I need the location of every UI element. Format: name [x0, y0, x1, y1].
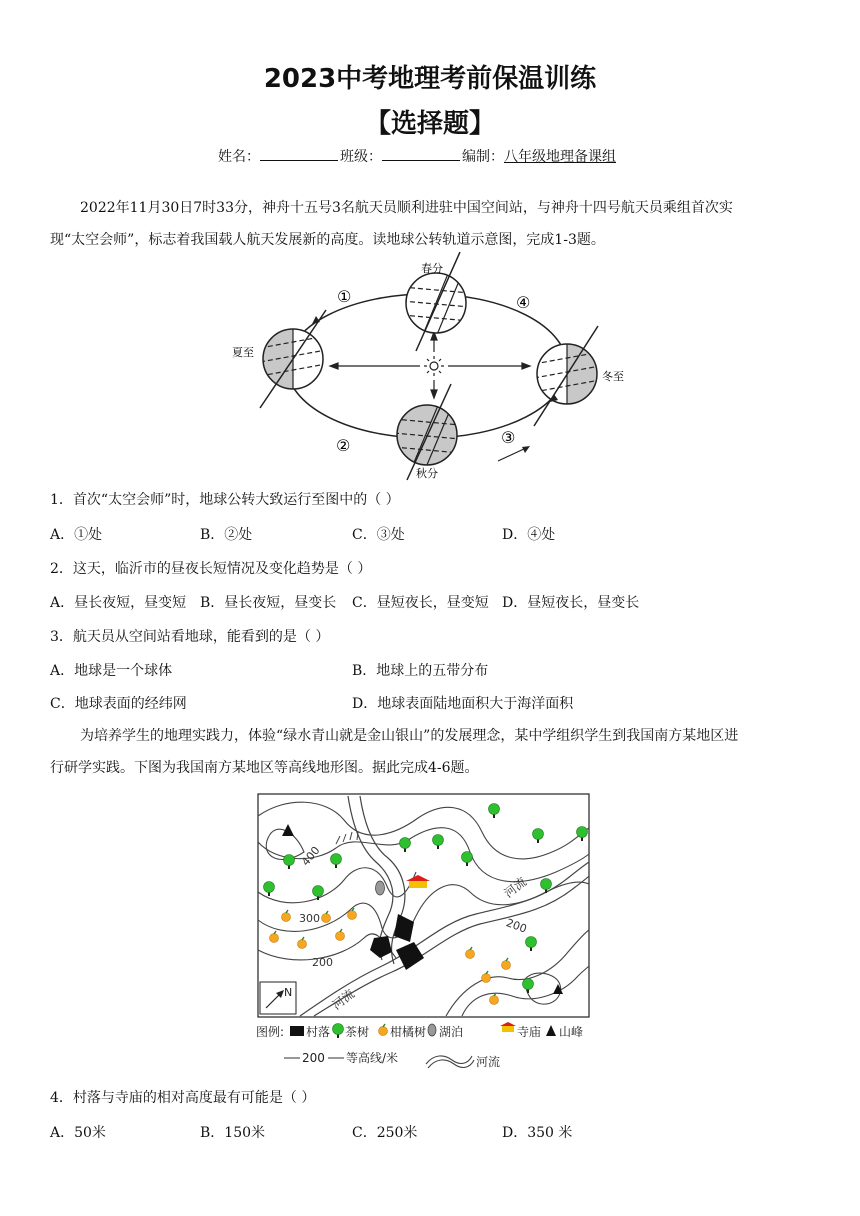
q3-option-a[interactable]: A．地球是一个球体: [50, 663, 173, 679]
legend-lake-label: 湖泊: [439, 1025, 464, 1039]
legend-river-label: 河流: [476, 1055, 501, 1069]
q1-option-d[interactable]: D．④处: [502, 527, 556, 543]
paper-subtitle: 【选择题】: [364, 109, 495, 139]
q4-option-a[interactable]: A．50米: [50, 1125, 106, 1141]
river-label-west: 河流: [329, 986, 358, 1013]
summer-solstice-label: 夏至: [232, 346, 254, 359]
q2-option-d[interactable]: D．昼短夜长，昼变长: [502, 595, 640, 611]
passage-2: [50, 720, 812, 784]
north-label: N: [284, 986, 293, 999]
legend-orange-swatch: [379, 1024, 388, 1036]
question-3-stem: 3．航天员从空间站看地球，能看到的是（ ）: [50, 629, 330, 645]
q1-option-b[interactable]: B．②处: [200, 527, 253, 543]
class-label: 班级：: [340, 149, 382, 165]
position-2-label: ②: [336, 436, 351, 455]
river-label-east: 河流: [501, 874, 530, 901]
legend-village-label: 村落: [306, 1025, 331, 1039]
q4-option-d[interactable]: D．350 米: [502, 1125, 573, 1141]
name-blank[interactable]: [260, 148, 338, 161]
sun-icon: [424, 356, 444, 376]
legend-village-swatch: [290, 1026, 304, 1036]
legend-prefix: 图例:: [256, 1025, 285, 1039]
editor-label: 编制：: [462, 149, 504, 165]
spring-equinox-label: 春分: [421, 262, 443, 275]
earth-winter-solstice: [534, 326, 600, 426]
passage-2-line-1: 为培养学生的地理实践力，体验“绿水青山就是金山银山”的发展理念，某中学组织学生到我国南方某地区进: [80, 728, 739, 744]
name-label: 姓名：: [218, 149, 260, 165]
revolution-direction-arrow: [498, 446, 530, 461]
legend-peak-label: 山峰: [559, 1025, 584, 1039]
passage-2-line-2: 行研学实践。下图为我国南方某地区等高线地形图。据此完成4-6题。: [50, 760, 479, 776]
position-3-label: ③: [501, 428, 516, 447]
contour-label-200-east: 200: [504, 916, 529, 936]
question-4-stem: 4．村落与寺庙的相对高度最有可能是（ ）: [50, 1090, 316, 1106]
contour-label-300: 300: [299, 912, 320, 925]
passage-1: [50, 192, 812, 256]
legend-orange-label: 柑橘树: [390, 1025, 427, 1039]
contour-label-400: 400: [299, 843, 323, 869]
legend-temple-swatch: [500, 1022, 516, 1026]
earth-summer-solstice: [260, 310, 326, 408]
earth-orbit-diagram: [220, 252, 640, 482]
q4-option-c[interactable]: C．250米: [352, 1125, 418, 1141]
position-4-label: ④: [516, 293, 531, 312]
q1-option-a[interactable]: A．①处: [50, 527, 103, 543]
q2-option-b[interactable]: B．昼长夜短，昼变长: [200, 595, 337, 611]
legend-temple-label: 寺庙: [517, 1025, 542, 1039]
student-info-line: [218, 146, 616, 166]
class-blank[interactable]: [382, 148, 460, 161]
contour-map: [256, 792, 596, 1074]
q3-option-d[interactable]: D．地球表面陆地面积大于海洋面积: [352, 696, 574, 712]
question-1-stem: 1．首次“太空会师”时，地球公转大致运行至图中的（ ）: [50, 492, 400, 508]
position-1-label: ①: [337, 287, 352, 306]
legend-lake-swatch: [428, 1024, 436, 1036]
question-2-stem: 2．这天，临沂市的昼夜长短情况及变化趋势是（ ）: [50, 561, 372, 577]
autumn-equinox-label: 秋分: [416, 467, 438, 480]
q3-option-c[interactable]: C．地球表面的经纬网: [50, 696, 187, 712]
legend-contour-value: 200: [302, 1051, 325, 1065]
q2-option-a[interactable]: A．昼长夜短，昼变短: [50, 595, 187, 611]
q3-option-b[interactable]: B．地球上的五带分布: [352, 663, 489, 679]
north-arrow-icon: [260, 982, 296, 1014]
q2-option-c[interactable]: C．昼短夜长，昼变短: [352, 595, 489, 611]
map-legend: [256, 1022, 583, 1069]
legend-contour-label: 等高线/米: [346, 1051, 399, 1065]
legend-tea-label: 茶树: [345, 1025, 370, 1039]
earth-autumn-equinox: [394, 384, 460, 480]
editor-value: 八年级地理备课组: [504, 149, 616, 165]
paper-title: 2023中考地理考前保温训练: [263, 64, 597, 94]
passage-1-line-1: 2022年11月30日7时33分，神舟十五号3名航天员顺利进驻中国空间站，与神舟十四号航天员乘组首次实: [80, 200, 733, 216]
legend-peak-swatch: [546, 1025, 556, 1036]
map-frame: [258, 794, 589, 1017]
winter-solstice-label: 冬至: [602, 370, 624, 383]
q4-option-b[interactable]: B．150米: [200, 1125, 266, 1141]
legend-tea-swatch: [333, 1024, 344, 1039]
passage-1-line-2: 现“太空会师”，标志着我国载人航天发展新的高度。读地球公转轨道示意图，完成1-3题。: [50, 232, 605, 248]
contour-label-200-west: 200: [312, 956, 333, 969]
lake-icon: [376, 881, 385, 895]
q1-option-c[interactable]: C．③处: [352, 527, 405, 543]
